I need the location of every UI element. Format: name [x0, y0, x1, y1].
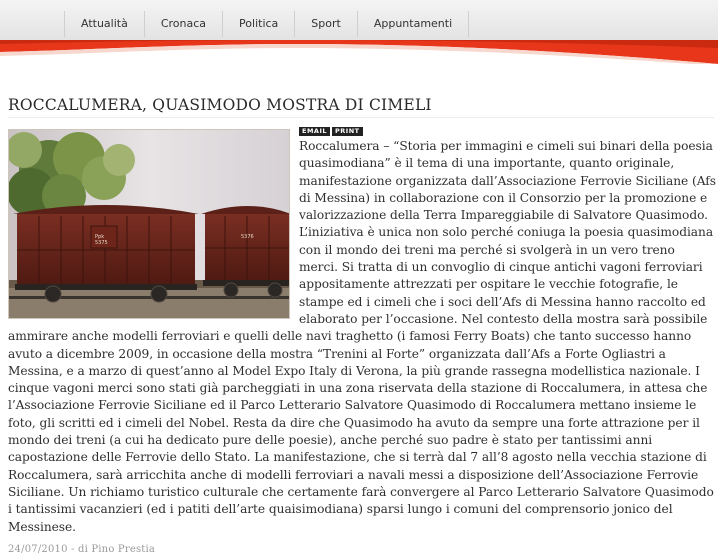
main-menu — [64, 11, 718, 37]
article-title: ROCCALUMERA, QUASIMODO MOSTRA DI CIMELI — [8, 96, 432, 114]
wagon-label-ppk: Ppk — [95, 234, 105, 240]
wagon-number-1: 5375 — [95, 240, 108, 246]
article-meta: 24/07/2010 - di Pino Prestia — [8, 544, 156, 555]
article-tools — [299, 127, 363, 136]
nav-item-politica[interactable]: Politica — [223, 11, 295, 37]
article-body — [8, 138, 716, 536]
nav-item-attualita[interactable]: Attualità — [65, 11, 145, 37]
email-button[interactable]: EMAIL — [299, 127, 330, 136]
print-button[interactable]: PRINT — [332, 127, 363, 136]
photo-float-spacer — [8, 138, 299, 311]
nav-item-appuntamenti[interactable]: Appuntamenti — [358, 11, 469, 37]
title-divider — [8, 117, 714, 118]
top-navigation — [0, 0, 718, 40]
nav-item-cronaca[interactable]: Cronaca — [145, 11, 223, 37]
nav-item-sport[interactable]: Sport — [295, 11, 358, 37]
wagon-number-2: 5376 — [241, 234, 254, 240]
header-accent-band — [0, 40, 718, 64]
article-body-text: Roccalumera – “Storia per immagini e cimeli sui binari della poesia quasimodiana” è il tema di una importante, quanto originale, manifestazione organizzata dall’Associazione Ferrovie Siciliane (Afs di Messina) in collaborazione con il Consorzio per la promozione e valorizzazione della Terra Impareggiabile di Salvatore Quasimodo. L’iniziativa è unica non solo perché coniuga la poesia quasimodiana con il mondo dei treni ma perché si svolgerà in un vero treno merci. Si tratta di un convoglio di cinque antichi vagoni ferroviari appositamente attrezzati per ospitare le vecchie fotografie, le stampe ed i cimeli che i soci dell’Afs di Messina hanno raccolto ed elaborato per l’occasione. Nel contesto della mostra sarà possibile ammirare anche modelli ferroviari e quelli delle navi traghetto (i famosi Ferry Boats) che tanto successo hanno avuto a dicembre 2009, in occasione della mostra “Trenini al Forte” organizzata dall’Afs a Forte Ogliastri a Messina, e a marzo di quest’anno al Model Expo Italy di Verona, la più grande rassegna modellistica nazionale. I cinque vagoni merci sono stati già parcheggiati in una zona riservata della stazione di Roccalumera, in attesa che l’Associazione Ferrovie Siciliane ed il Parco Letterario Salvatore Quasimodo di Roccalumera mettano insieme le foto, gli scritti ed i cimeli del Nobel. Resta da dire che Quasimodo ha avuto da sempre una forte attrazione per il mondo dei treni (a cui ha dedicato pure delle poesie), anche perché suo padre è stato per tantissimi anni capostazione delle Ferrovie dello Stato. La manifestazione, che si terrà dal 7 all’8 agosto nella vecchia stazione di Roccalumera, sarà arricchita anche di modelli ferroviari a navali messi a disposizione dell’Associazione Ferrovie Siciliane. Un richiamo turistico culturale che certamente farà convergere al Parco Letterario Salvatore Quasimodo i tantissimi vacanzieri (ed i patiti dell’arte quaisimodiana) sparsi lungo i comuni del comprensorio jonico del Messinese. — [8, 139, 716, 534]
